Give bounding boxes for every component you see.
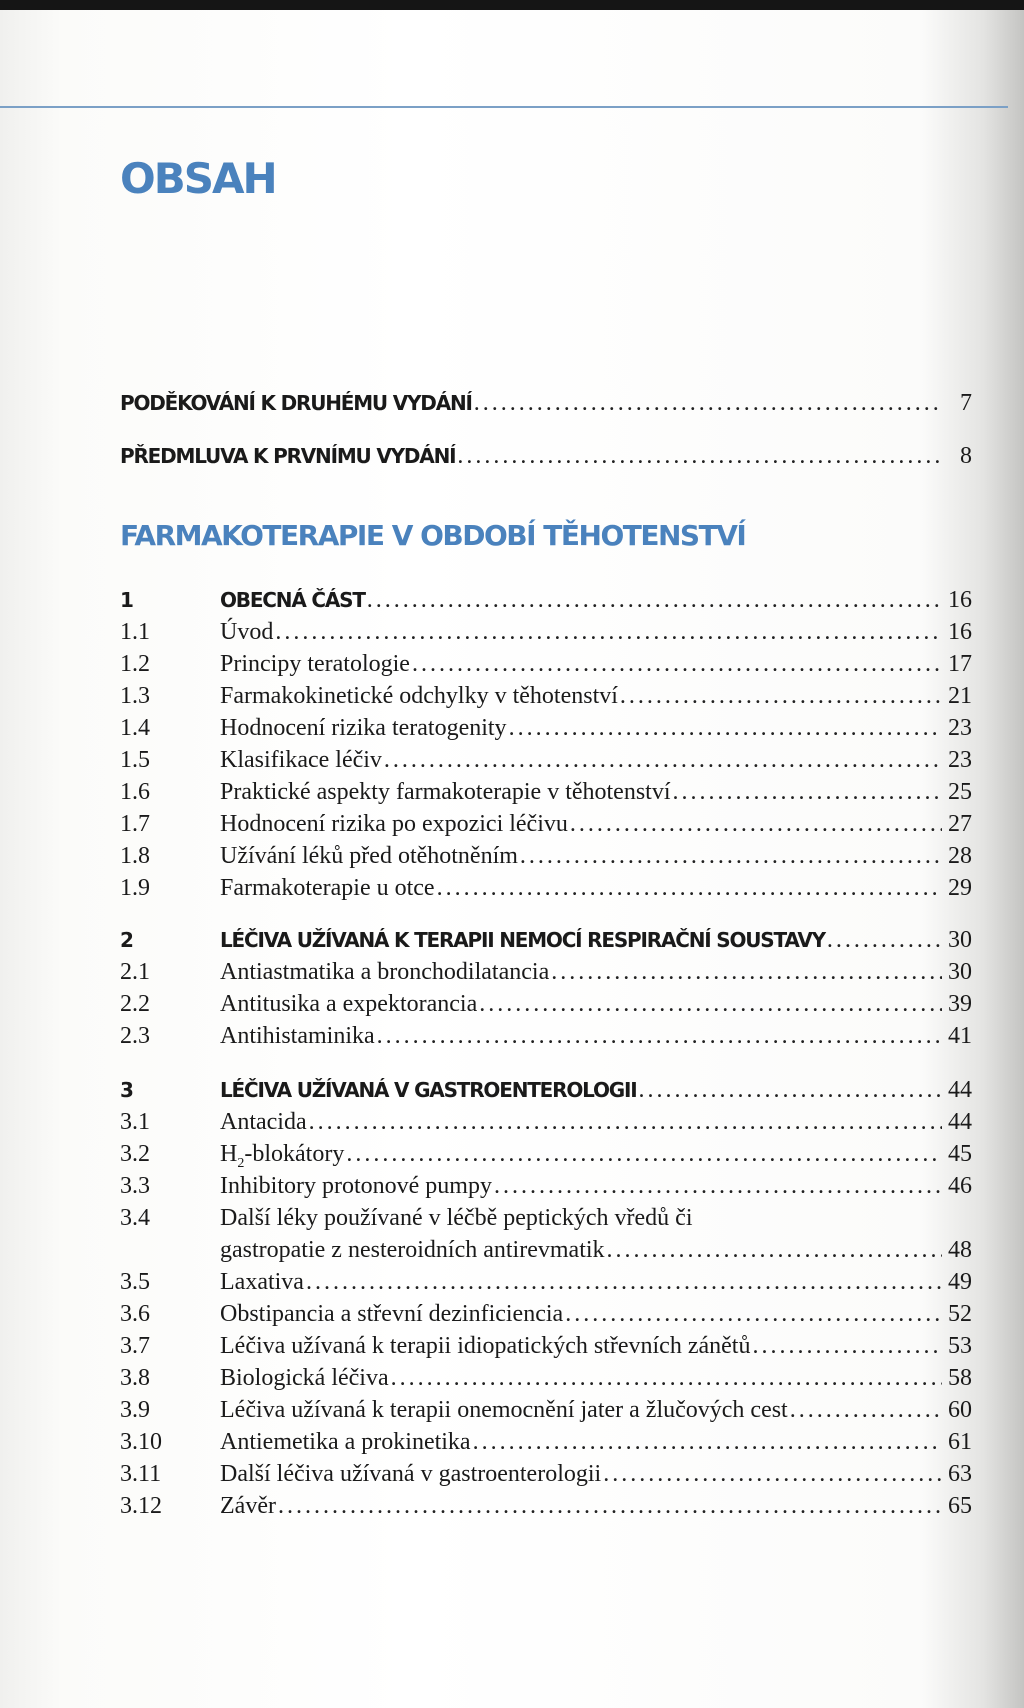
toc-number: 3.8: [120, 1365, 150, 1391]
toc-page: 27: [948, 811, 972, 837]
toc-number: 1.5: [120, 747, 150, 773]
scan-top-edge: [0, 0, 1024, 10]
toc-number: 1.4: [120, 715, 150, 741]
toc-title: PŘEDMLUVA K PRVNÍMU VYDÁNÍ: [120, 444, 456, 468]
toc-page: 48: [948, 1237, 972, 1263]
toc-title: Laxativa: [220, 1269, 304, 1295]
toc-title: Léčiva užívaná k terapii onemocnění jater a žlučových cest: [220, 1397, 788, 1423]
toc-leader: [520, 843, 942, 869]
toc-number: 3.1: [120, 1109, 150, 1135]
toc-number: 1.9: [120, 875, 150, 901]
toc-title: Další léky používané v léčbě peptických vředů či: [220, 1205, 693, 1231]
toc-leader: [752, 1333, 942, 1359]
toc-leader: [309, 1109, 942, 1135]
toc-page: 25: [948, 779, 972, 805]
toc-title: Úvod: [220, 619, 274, 645]
toc-title: Klasifikace léčiv: [220, 747, 382, 773]
toc-title: Antacida: [220, 1109, 307, 1135]
toc-leader: [306, 1269, 942, 1295]
toc-entry: [120, 1429, 972, 1455]
toc-leader: [367, 587, 942, 613]
toc-entry: [120, 811, 972, 837]
page-title: OBSAH: [120, 154, 276, 203]
toc-leader: [457, 443, 942, 469]
toc-page: 21: [948, 683, 972, 709]
toc-page: 17: [948, 651, 972, 677]
toc-page: 65: [948, 1493, 972, 1519]
toc-leader: [607, 1237, 942, 1263]
toc-page: 29: [948, 875, 972, 901]
toc-number: 3.11: [120, 1461, 162, 1487]
toc-leader: [551, 959, 942, 985]
toc-entry: [120, 779, 972, 805]
toc-leader: [384, 747, 942, 773]
toc-page: 41: [948, 1023, 972, 1049]
toc-title: Léčiva užívaná k terapii idiopatických střevních zánětů: [220, 1333, 751, 1359]
toc-title: Praktické aspekty farmakoterapie v těhotenství: [220, 779, 671, 805]
toc-title: Užívání léků před otěhotněním: [220, 843, 518, 869]
toc-number: 2.2: [120, 991, 150, 1017]
toc-page: 23: [948, 715, 972, 741]
toc-page: 16: [948, 619, 972, 645]
toc-entry: [120, 1365, 972, 1391]
toc-title: LÉČIVA UŽÍVANÁ V GASTROENTEROLOGII: [220, 1078, 637, 1102]
toc-title: Další léčiva užívaná v gastroenterologii: [220, 1461, 602, 1487]
toc-page: 23: [948, 747, 972, 773]
toc-leader: [827, 927, 942, 953]
toc-leader: [570, 811, 942, 837]
toc-number: 3.7: [120, 1333, 150, 1359]
toc-entry: [120, 1173, 972, 1199]
toc-leader: [673, 779, 942, 805]
toc-entry: [120, 683, 972, 709]
toc-entry: [120, 1461, 972, 1487]
toc-page: 61: [948, 1429, 972, 1455]
toc-leader: [474, 390, 942, 416]
toc-entry: [120, 715, 972, 741]
toc-entry: [120, 1397, 972, 1423]
toc-title: Farmakokinetické odchylky v těhotenství: [220, 683, 618, 709]
toc-number: 2: [120, 928, 133, 952]
toc-number: 3: [120, 1078, 133, 1102]
toc-number: 2.1: [120, 959, 150, 985]
toc-leader: [275, 619, 942, 645]
toc-page: 28: [948, 843, 972, 869]
toc-number: 1: [120, 588, 133, 612]
toc-page: 52: [948, 1301, 972, 1327]
toc-entry: [120, 747, 972, 773]
toc-leader: [620, 683, 942, 709]
toc-page: 16: [948, 587, 972, 613]
toc-number: 1.2: [120, 651, 150, 677]
toc-page: 60: [948, 1397, 972, 1423]
toc-entry: [120, 1493, 972, 1519]
toc-entry: [120, 619, 972, 645]
toc-entry: [120, 959, 972, 985]
toc-front-matter-preface: [120, 443, 972, 469]
toc-leader: [603, 1461, 942, 1487]
toc-number: 3.3: [120, 1173, 150, 1199]
toc-number: 3.12: [120, 1493, 162, 1519]
toc-chapter: [120, 587, 972, 613]
toc-number: 1.1: [120, 619, 150, 645]
toc-entry: [120, 875, 972, 901]
toc-entry: [120, 651, 972, 677]
toc-page: 63: [948, 1461, 972, 1487]
toc-leader: [479, 991, 942, 1017]
toc-title: OBECNÁ ČÁST: [220, 588, 365, 612]
toc-title: Antiemetika a prokinetika: [220, 1429, 471, 1455]
toc-title: Principy teratologie: [220, 651, 410, 677]
toc-number: 1.8: [120, 843, 150, 869]
toc-chapter: [120, 927, 972, 953]
toc-title: Farmakoterapie u otce: [220, 875, 435, 901]
toc-page: 30: [948, 959, 972, 985]
toc-title: LÉČIVA UŽÍVANÁ K TERAPII NEMOCÍ RESPIRAČNÍ SOUSTAVY: [220, 928, 825, 952]
toc-leader: [278, 1493, 942, 1519]
toc-entry: [120, 1109, 972, 1135]
toc-entry-line1: [120, 1205, 972, 1231]
toc-page: 8: [960, 443, 972, 469]
toc-entry: [120, 843, 972, 869]
toc-chapter: [120, 1077, 972, 1103]
toc-leader: [473, 1429, 942, 1455]
toc-number: 3.2: [120, 1141, 150, 1167]
toc-leader: [391, 1365, 942, 1391]
toc-title: PODĚKOVÁNÍ K DRUHÉMU VYDÁNÍ: [120, 391, 472, 415]
toc-leader: [412, 651, 942, 677]
toc-page: 44: [948, 1077, 972, 1103]
toc-number: 3.5: [120, 1269, 150, 1295]
toc-leader: [437, 875, 942, 901]
section-title: FARMAKOTERAPIE V OBDOBÍ TĚHOTENSTVÍ: [120, 519, 746, 552]
toc-page: 30: [948, 927, 972, 953]
toc-front-matter-acknowledgements: [120, 390, 972, 416]
toc-page: 44: [948, 1109, 972, 1135]
toc-title: Biologická léčiva: [220, 1365, 389, 1391]
toc-number: 3.10: [120, 1429, 162, 1455]
toc-title: Inhibitory protonové pumpy: [220, 1173, 492, 1199]
toc-entry-line2: [220, 1237, 972, 1263]
toc-title: Antiastmatika a bronchodilatancia: [220, 959, 550, 985]
toc-entry: [120, 1301, 972, 1327]
toc-leader: [509, 715, 942, 741]
toc-title-continued: gastropatie z nesteroidních antirevmatik: [220, 1237, 605, 1263]
toc-title: Obstipancia a střevní dezinficiencia: [220, 1301, 564, 1327]
toc-leader: [565, 1301, 942, 1327]
toc-title: Antitusika a expektorancia: [220, 991, 478, 1017]
toc-entry: [120, 1023, 972, 1049]
toc-entry: [120, 991, 972, 1017]
toc-number: 1.7: [120, 811, 150, 837]
toc-page: 58: [948, 1365, 972, 1391]
toc-number: 1.6: [120, 779, 150, 805]
toc-page: 46: [948, 1173, 972, 1199]
toc-page: 7: [960, 390, 972, 416]
toc-title: Hodnocení rizika po expozici léčivu: [220, 811, 568, 837]
header-rule: [0, 106, 1008, 108]
toc-number: 3.9: [120, 1397, 150, 1423]
toc-number: 1.3: [120, 683, 150, 709]
toc-leader: [377, 1023, 942, 1049]
toc-entry: [120, 1141, 972, 1171]
toc-title: Hodnocení rizika teratogenity: [220, 715, 507, 741]
toc-number: 3.4: [120, 1205, 150, 1231]
toc-page: 45: [948, 1141, 972, 1167]
toc-page: 39: [948, 991, 972, 1017]
toc-leader: [638, 1077, 942, 1103]
toc-title: $H_2$-blokátory: [220, 1141, 345, 1171]
toc-leader: [790, 1397, 942, 1423]
toc-title: Antihistaminika: [220, 1023, 375, 1049]
toc-leader: [494, 1173, 942, 1199]
toc-title: Závěr: [220, 1493, 276, 1519]
toc-leader: [346, 1141, 942, 1167]
toc-number: 3.6: [120, 1301, 150, 1327]
toc-entry: [120, 1269, 972, 1295]
toc-number: 2.3: [120, 1023, 150, 1049]
toc-page: 53: [948, 1333, 972, 1359]
toc-entry: [120, 1333, 972, 1359]
toc-page: 49: [948, 1269, 972, 1295]
